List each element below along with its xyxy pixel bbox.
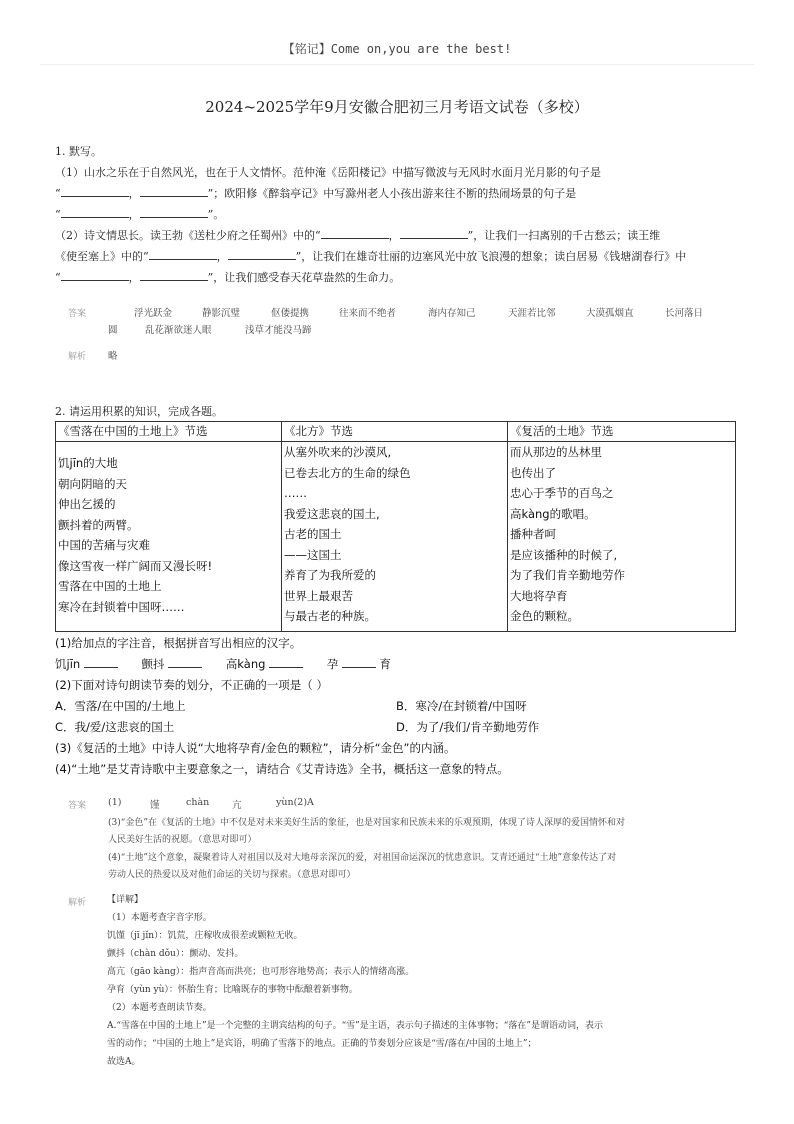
poem-line: 与最古老的种族。 xyxy=(284,609,376,623)
option-b[interactable]: B．寒冷/在封锁着/中国呀 xyxy=(396,699,527,713)
poem-line: 已卷去北方的生命的绿色 xyxy=(284,465,411,480)
poem-excerpt xyxy=(282,442,508,632)
q1-answers xyxy=(0,305,794,335)
q1-part1-line2: “ ， ”；欧阳修《醉翁亭记》中写滁州老人小孩出游来往不断的热闹场景的句子是 xyxy=(55,187,577,200)
detail-line: 孕育（yùn yù）：怀胎生育；比喻既存的事物中酝酿着新事物。 xyxy=(107,985,358,995)
answer-word: 圆 xyxy=(108,325,118,336)
poem-line: 伸出乞援的 xyxy=(58,497,116,511)
poem-line: 从塞外吹来的沙漠风, xyxy=(284,445,392,459)
poem-line: 金色的颗粒。 xyxy=(510,609,579,623)
detail-line: （2）本题考查朗读节奏。 xyxy=(107,1003,212,1013)
q2-answer-3a: (3)“金色”在《复活的土地》中不仅是对未来美好生活的象征，也是对国家和民族未来的乐观预期，体现了诗人深厚的爱国情怀和对 xyxy=(108,818,625,828)
answer-blank[interactable] xyxy=(84,655,118,668)
poem-line: 像这雪夜一样广阔而又漫长呀! xyxy=(58,558,213,573)
poem-line: 饥jīn的大地 xyxy=(58,456,118,470)
option-c[interactable]: C．我/爱/这悲哀的国土 xyxy=(55,720,175,734)
q2-answer-3b: 人民美好生活的祝愿。（意思对即可） xyxy=(108,835,257,845)
poem-title: 《北方》节选 xyxy=(282,422,508,442)
option-d[interactable]: D．为了/我们/肯辛勤地劳作 xyxy=(396,720,540,734)
poem-line: 寒冷在封锁着中国呀…… xyxy=(58,599,185,614)
answer-blank[interactable] xyxy=(168,655,202,668)
poem-line: 忠心于季节的百鸟之 xyxy=(510,486,614,500)
q2-sub2: (2)下面对诗句朗读节奏的划分，不正确的一项是（ ） xyxy=(55,678,328,692)
answer-word: 浅草才能没马蹄 xyxy=(245,325,312,336)
answer-blank[interactable] xyxy=(400,227,468,239)
detail-line: 故选A。 xyxy=(107,1057,141,1067)
q1-part2-line3: “ ， ”，让我们感受春天花草盎然的生命力。 xyxy=(55,271,401,284)
answer-word: 静影沉璧 xyxy=(202,308,241,319)
answer-blank[interactable] xyxy=(140,206,208,218)
q1-analysis-label: 解析 xyxy=(68,352,87,362)
poem-line: ——这国土 xyxy=(284,547,342,562)
page-title: 2024~2025学年9月安徽合肥初三月考语文试卷（多校） xyxy=(205,98,589,116)
answer-blank[interactable] xyxy=(269,655,303,668)
poem-line: 朝向阴暗的天 xyxy=(58,476,127,491)
detail-title: 【详解】 xyxy=(107,895,144,905)
q2-heading: 2. 请运用积累的知识，完成各题。 xyxy=(55,405,223,418)
poem-line: 高kàng的歌唱。 xyxy=(510,506,596,521)
detail-line: （1）本题考查字音字形。 xyxy=(107,913,212,923)
q2-sub3: (3)《复活的土地》中诗人说“大地将孕育/金色的颗粒”，请分析“金色”的内涵。 xyxy=(55,741,456,755)
q1-part1-line3: “ ， ”。 xyxy=(55,208,225,221)
poem-line: 古老的国土 xyxy=(284,527,342,541)
answer-blank[interactable] xyxy=(61,206,129,218)
detail-line: 雪的动作；“中国的土地上”是宾语，明确了雪落下的地点。正确的节奏划分应该是“雪/落在/中国的土地上”； xyxy=(107,1039,537,1049)
answer-word: 伛偻提携 xyxy=(271,308,310,319)
answer-blank[interactable] xyxy=(61,269,129,281)
q2-sub1-items: 饥jīn 颤抖 高kàng 孕 育 xyxy=(55,657,392,671)
poem-title: 《复活的土地》节选 xyxy=(508,422,736,442)
q2-sub1: (1)给加点的字注音，根据拼音写出相应的汉字。 xyxy=(55,636,302,650)
page-header-motto: 【铭记】Come on,you are the best! xyxy=(282,42,512,56)
detail-line: 颤抖（chàn dǒu）：颤动、发抖。 xyxy=(107,949,244,959)
poem-line: 颤抖着的两臂。 xyxy=(58,517,139,532)
q2-analysis-label: 解析 xyxy=(68,898,87,908)
answer-word: 大漠孤烟直 xyxy=(586,308,634,319)
q1-heading: 1. 默写。 xyxy=(55,145,102,158)
poem-line: 是应该播种的时候了, xyxy=(510,547,618,562)
detail-line: 高亢（gāo kàng）：指声音高而洪亮；也可形容地势高；表示人的情绪高涨。 xyxy=(107,967,415,977)
answer-word: 浮光跃金 xyxy=(134,308,173,319)
q2-answer-line1: (1) 馑 chàn 亢 yùn(2)A xyxy=(108,797,314,811)
q2-answer-label: 答案 xyxy=(68,801,87,811)
q1-answer-label: 答案 xyxy=(68,309,87,319)
answer-blank[interactable] xyxy=(140,269,208,281)
poem-line: 养育了为我所爱的 xyxy=(284,568,376,582)
answer-blank[interactable] xyxy=(149,248,217,260)
answer-blank[interactable] xyxy=(342,655,376,668)
answer-word: 海内存知己 xyxy=(428,308,476,319)
poem-line: 而从那边的丛林里 xyxy=(510,445,602,459)
poem-excerpt xyxy=(508,442,736,632)
poem-line: 播种者呵 xyxy=(510,527,556,541)
answer-blank[interactable] xyxy=(61,185,129,197)
q1-part1-line1: （1）山水之乐在于自然风光，也在于人文情怀。范仲淹《岳阳楼记》中描写微波与无风时水面月光月影的句子是 xyxy=(55,166,601,179)
poem-line: 我爱这悲哀的国土, xyxy=(284,506,380,521)
option-a[interactable]: A．雪落/在中国的/土地上 xyxy=(55,699,186,713)
detail-line: 饥馑（jī jǐn）：饥荒，庄稼收成很差或颗粒无收。 xyxy=(107,931,303,941)
poem-line: 中国的苦痛与灾难 xyxy=(58,538,150,552)
header-divider xyxy=(40,64,754,65)
q1-analysis-text: 略 xyxy=(108,351,118,362)
poem-line: 世界上最艰苦 xyxy=(284,588,353,603)
answer-word: 往来而不绝者 xyxy=(339,308,397,319)
poem-line: 也传出了 xyxy=(510,465,556,480)
answer-blank[interactable] xyxy=(140,185,208,197)
q2-answer-4b: 劳动人民的热爱以及对他们命运的关切与探索。（意思对即可） xyxy=(108,870,356,880)
poem-line: 雪落在中国的土地上 xyxy=(58,579,162,593)
q2-answer-4a: (4)“土地”这个意象，凝聚着诗人对祖国以及对大地母亲深沉的爱，对祖国命运深沉的忧患意识。艾青还通过“土地”意象传达了对 xyxy=(108,853,617,863)
poem-title: 《雪落在中国的土地上》节选 xyxy=(56,422,282,442)
answer-word: 乱花渐欲迷人眼 xyxy=(145,325,212,336)
poem-line: …… xyxy=(284,486,307,500)
poem-line: 大地将孕育 xyxy=(510,588,568,603)
answer-word: 天涯若比邻 xyxy=(508,308,556,319)
q2-sub4: (4)“土地”是艾青诗歌中主要意象之一，请结合《艾青诗选》全书，概括这一意象的特点。 xyxy=(55,762,509,776)
q1-part2-line1: （2）诗文情思长。读王勃《送杜少府之任蜀州》中的“ ， ”，让我们一扫离别的千古愁云；读王维 xyxy=(55,229,661,242)
answer-blank[interactable] xyxy=(228,248,296,260)
detail-line: A.“雪落在中国的土地上”是一个完整的主谓宾结构的句子。“雪”是主语，表示句子描述的主体事物；“落在”是谓语动词，表示 xyxy=(107,1021,603,1031)
poem-excerpt xyxy=(56,442,282,632)
q1-part2-line2: 《使至塞上》中的“ ， ”，让我们在雄奇壮丽的边塞风光中放飞浪漫的想象；读白居易《钱塘湖春行》中 xyxy=(55,250,687,263)
answer-blank[interactable] xyxy=(321,227,389,239)
poem-line: 为了我们肯辛勤地劳作 xyxy=(510,568,625,582)
answer-word: 长河落日 xyxy=(665,308,704,319)
poem-table xyxy=(55,421,736,632)
